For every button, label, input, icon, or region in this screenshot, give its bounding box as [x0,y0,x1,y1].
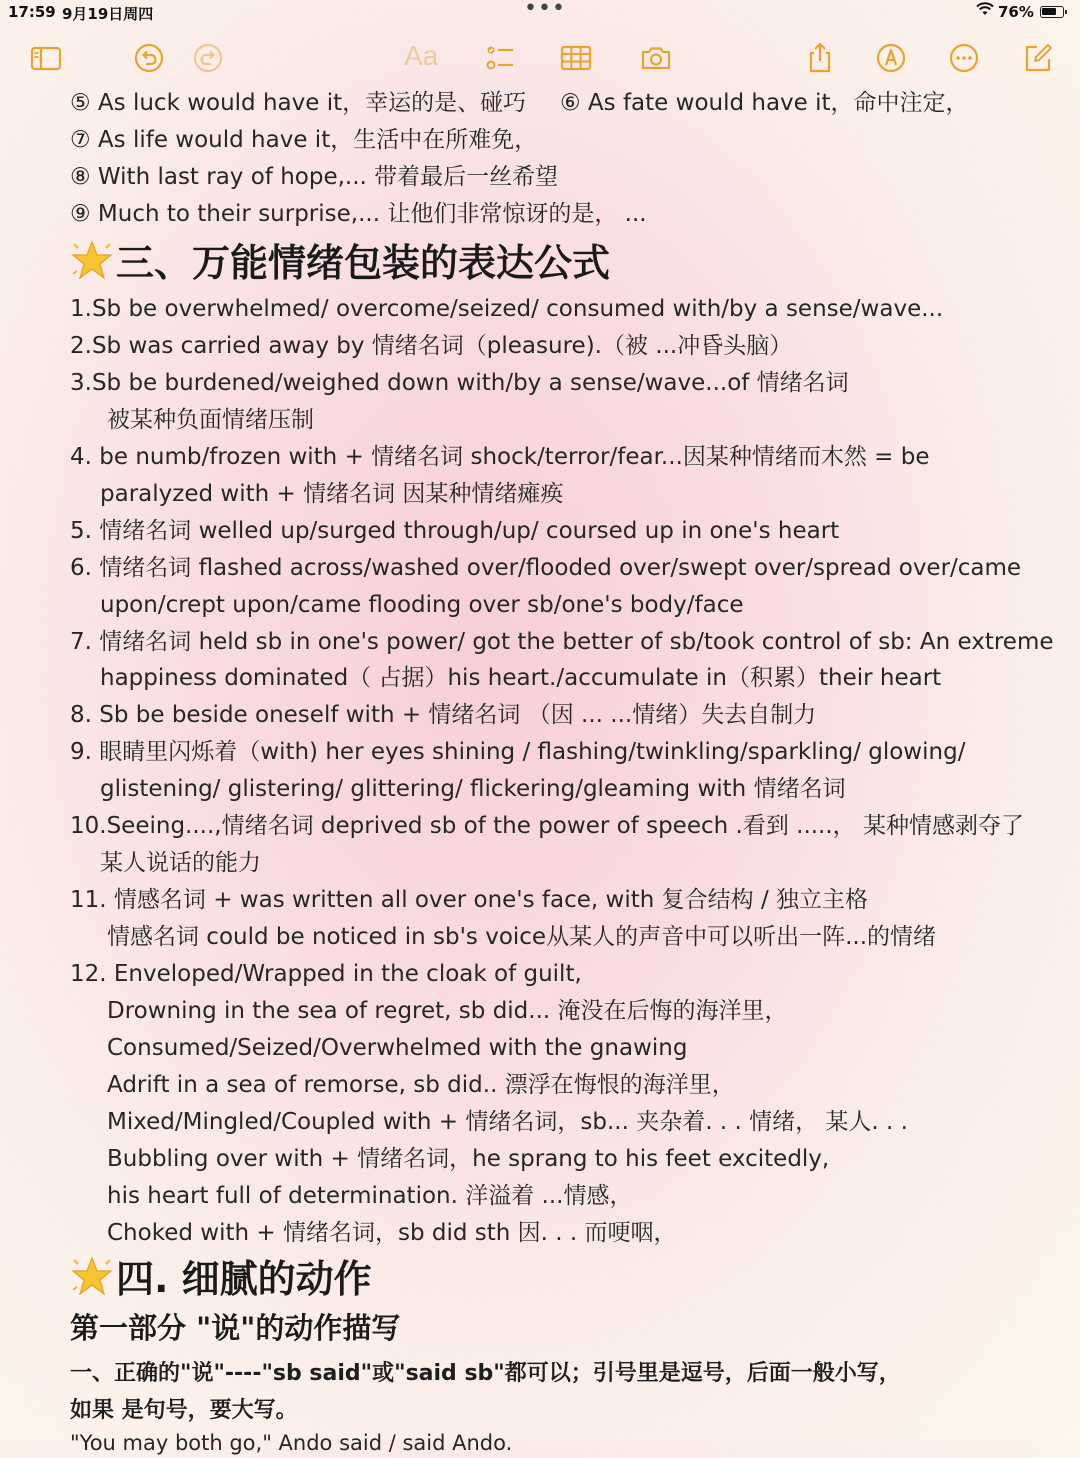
undo-icon[interactable] [129,38,169,78]
formula-line: Consumed/Seized/Overwhelmed with the gnawing [107,1035,688,1061]
note-text: ⑥ As fate would have it，命中注定， [560,90,969,116]
compose-icon[interactable] [1018,38,1058,78]
redo-icon[interactable] [188,38,228,78]
formula-line: 3.Sb be burdened/weighed down with/by a sense/wave...of 情绪名词 [70,370,849,396]
heading-text: 四. 细腻的动作 [116,1257,372,1301]
note-text: ⑤ As luck would have it，幸运的是、碰巧 [70,90,527,116]
formula-line: Choked with + 情绪名词，sb did sth 因. . . 而哽咽， [107,1220,677,1246]
formula-line: paralyzed with + 情绪名词 因某种情绪瘫痪 [100,481,564,507]
note-line: ⑧ With last ray of hope,... 带着最后一丝希望 [70,164,559,190]
battery-percent: 76% [998,3,1034,21]
sidebar-icon[interactable] [26,38,66,78]
part-subheading: 第一部分 "说"的动作描写 [70,1311,401,1345]
checklist-icon[interactable] [480,38,520,78]
status-bar [0,0,1080,26]
section-heading-3 [70,232,610,287]
formula-line: Mixed/Mingled/Coupled with + 情绪名词，sb... 夹杂着. . . 情绪， 某人. . . [107,1109,908,1135]
formula-line: 8. Sb be beside oneself with + 情绪名词 （因 ... ...情绪）失去自制力 [70,702,817,728]
formula-line: 某人说话的能力 [100,850,261,876]
formula-line: 情感名词 could be noticed in sb's voice从某人的声音中可以听出一阵...的情绪 [107,924,937,950]
multitasking-dots-icon[interactable]: ••• [524,0,566,21]
note-line: ⑦ As life would have it，生活中在所难免， [70,127,538,153]
formula-line: upon/crept upon/came flooding over sb/one's body/face [100,592,744,618]
formula-line: 5. 情绪名词 welled up/surged through/up/ coursed up in one's heart [70,518,840,544]
notes-toolbar [0,38,1080,82]
formula-line: glistening/ glistering/ glittering/ flickering/gleaming with 情绪名词 [100,776,846,802]
status-time: 17:59 [8,3,56,21]
formula-line: Adrift in a sea of remorse, sb did.. 漂浮在悔恨的海洋里， [107,1072,735,1098]
glowing-star-icon [70,240,114,280]
share-icon[interactable] [800,38,840,78]
wifi-icon [976,2,994,20]
note-line [560,88,969,118]
formula-line: 4. be numb/frozen with + 情绪名词 shock/terror/fear...因某种情绪而木然 = be [70,444,930,470]
formula-line: 被某种负面情绪压制 [107,407,314,433]
section-heading-4 [70,1248,372,1303]
note-line [70,88,526,118]
formula-line: 9. 眼睛里闪烁着（with) her eyes shining / flashing/twinkling/sparkling/ glowing/ [70,739,966,765]
formula-line: 7. 情绪名词 held sb in one's power/ got the better of sb/took control of sb: An extreme [70,629,1054,655]
format-icon[interactable]: Aa [404,40,439,71]
more-icon[interactable] [944,38,984,78]
formula-line: Drowning in the sea of regret, sb did... 淹没在后悔的海洋里， [107,998,788,1024]
formula-line: 11. 情感名词 + was written all over one's face, with 复合结构 / 独立主格 [70,887,869,913]
example-line-cut: "You may both go," Ando said / said Ando. [70,1431,513,1455]
formula-line: 1.Sb be overwhelmed/ overcome/seized/ consumed with/by a sense/wave... [70,296,944,322]
formula-line: 12. Enveloped/Wrapped in the cloak of guilt, [70,961,582,987]
formula-line: his heart full of determination. 洋溢着 ...情感， [107,1183,633,1209]
rule-line: 如果 是句号，要大写。 [70,1398,298,1423]
markup-icon[interactable] [871,38,911,78]
note-line: ⑨ Much to their surprise,... 让他们非常惊讶的是， ... [70,201,647,227]
battery-icon [1040,6,1064,18]
glowing-star-icon [70,1256,114,1296]
status-date: 9月19日周四 [62,5,154,23]
formula-line: 10.Seeing....,情绪名词 deprived sb of the power of speech .看到 .....， 某种情感剥夺了 [70,813,1024,839]
heading-text: 三、万能情绪包装的表达公式 [116,241,611,285]
camera-icon[interactable] [636,38,676,78]
table-icon[interactable] [556,38,596,78]
formula-line: happiness dominated（ 占据）his heart./accumulate in（积累）their heart [100,665,942,691]
formula-line: 2.Sb was carried away by 情绪名词（pleasure).（被 ...冲昏头脑） [70,333,793,359]
formula-line: 6. 情绪名词 flashed across/washed over/flooded over/swept over/spread over/came [70,555,1022,581]
formula-line: Bubbling over with + 情绪名词，he sprang to his feet excitedly, [107,1146,830,1172]
rule-line: 一、正确的"说"----"sb said"或"said sb"都可以；引号里是逗号，后面一般小写， [70,1361,901,1386]
